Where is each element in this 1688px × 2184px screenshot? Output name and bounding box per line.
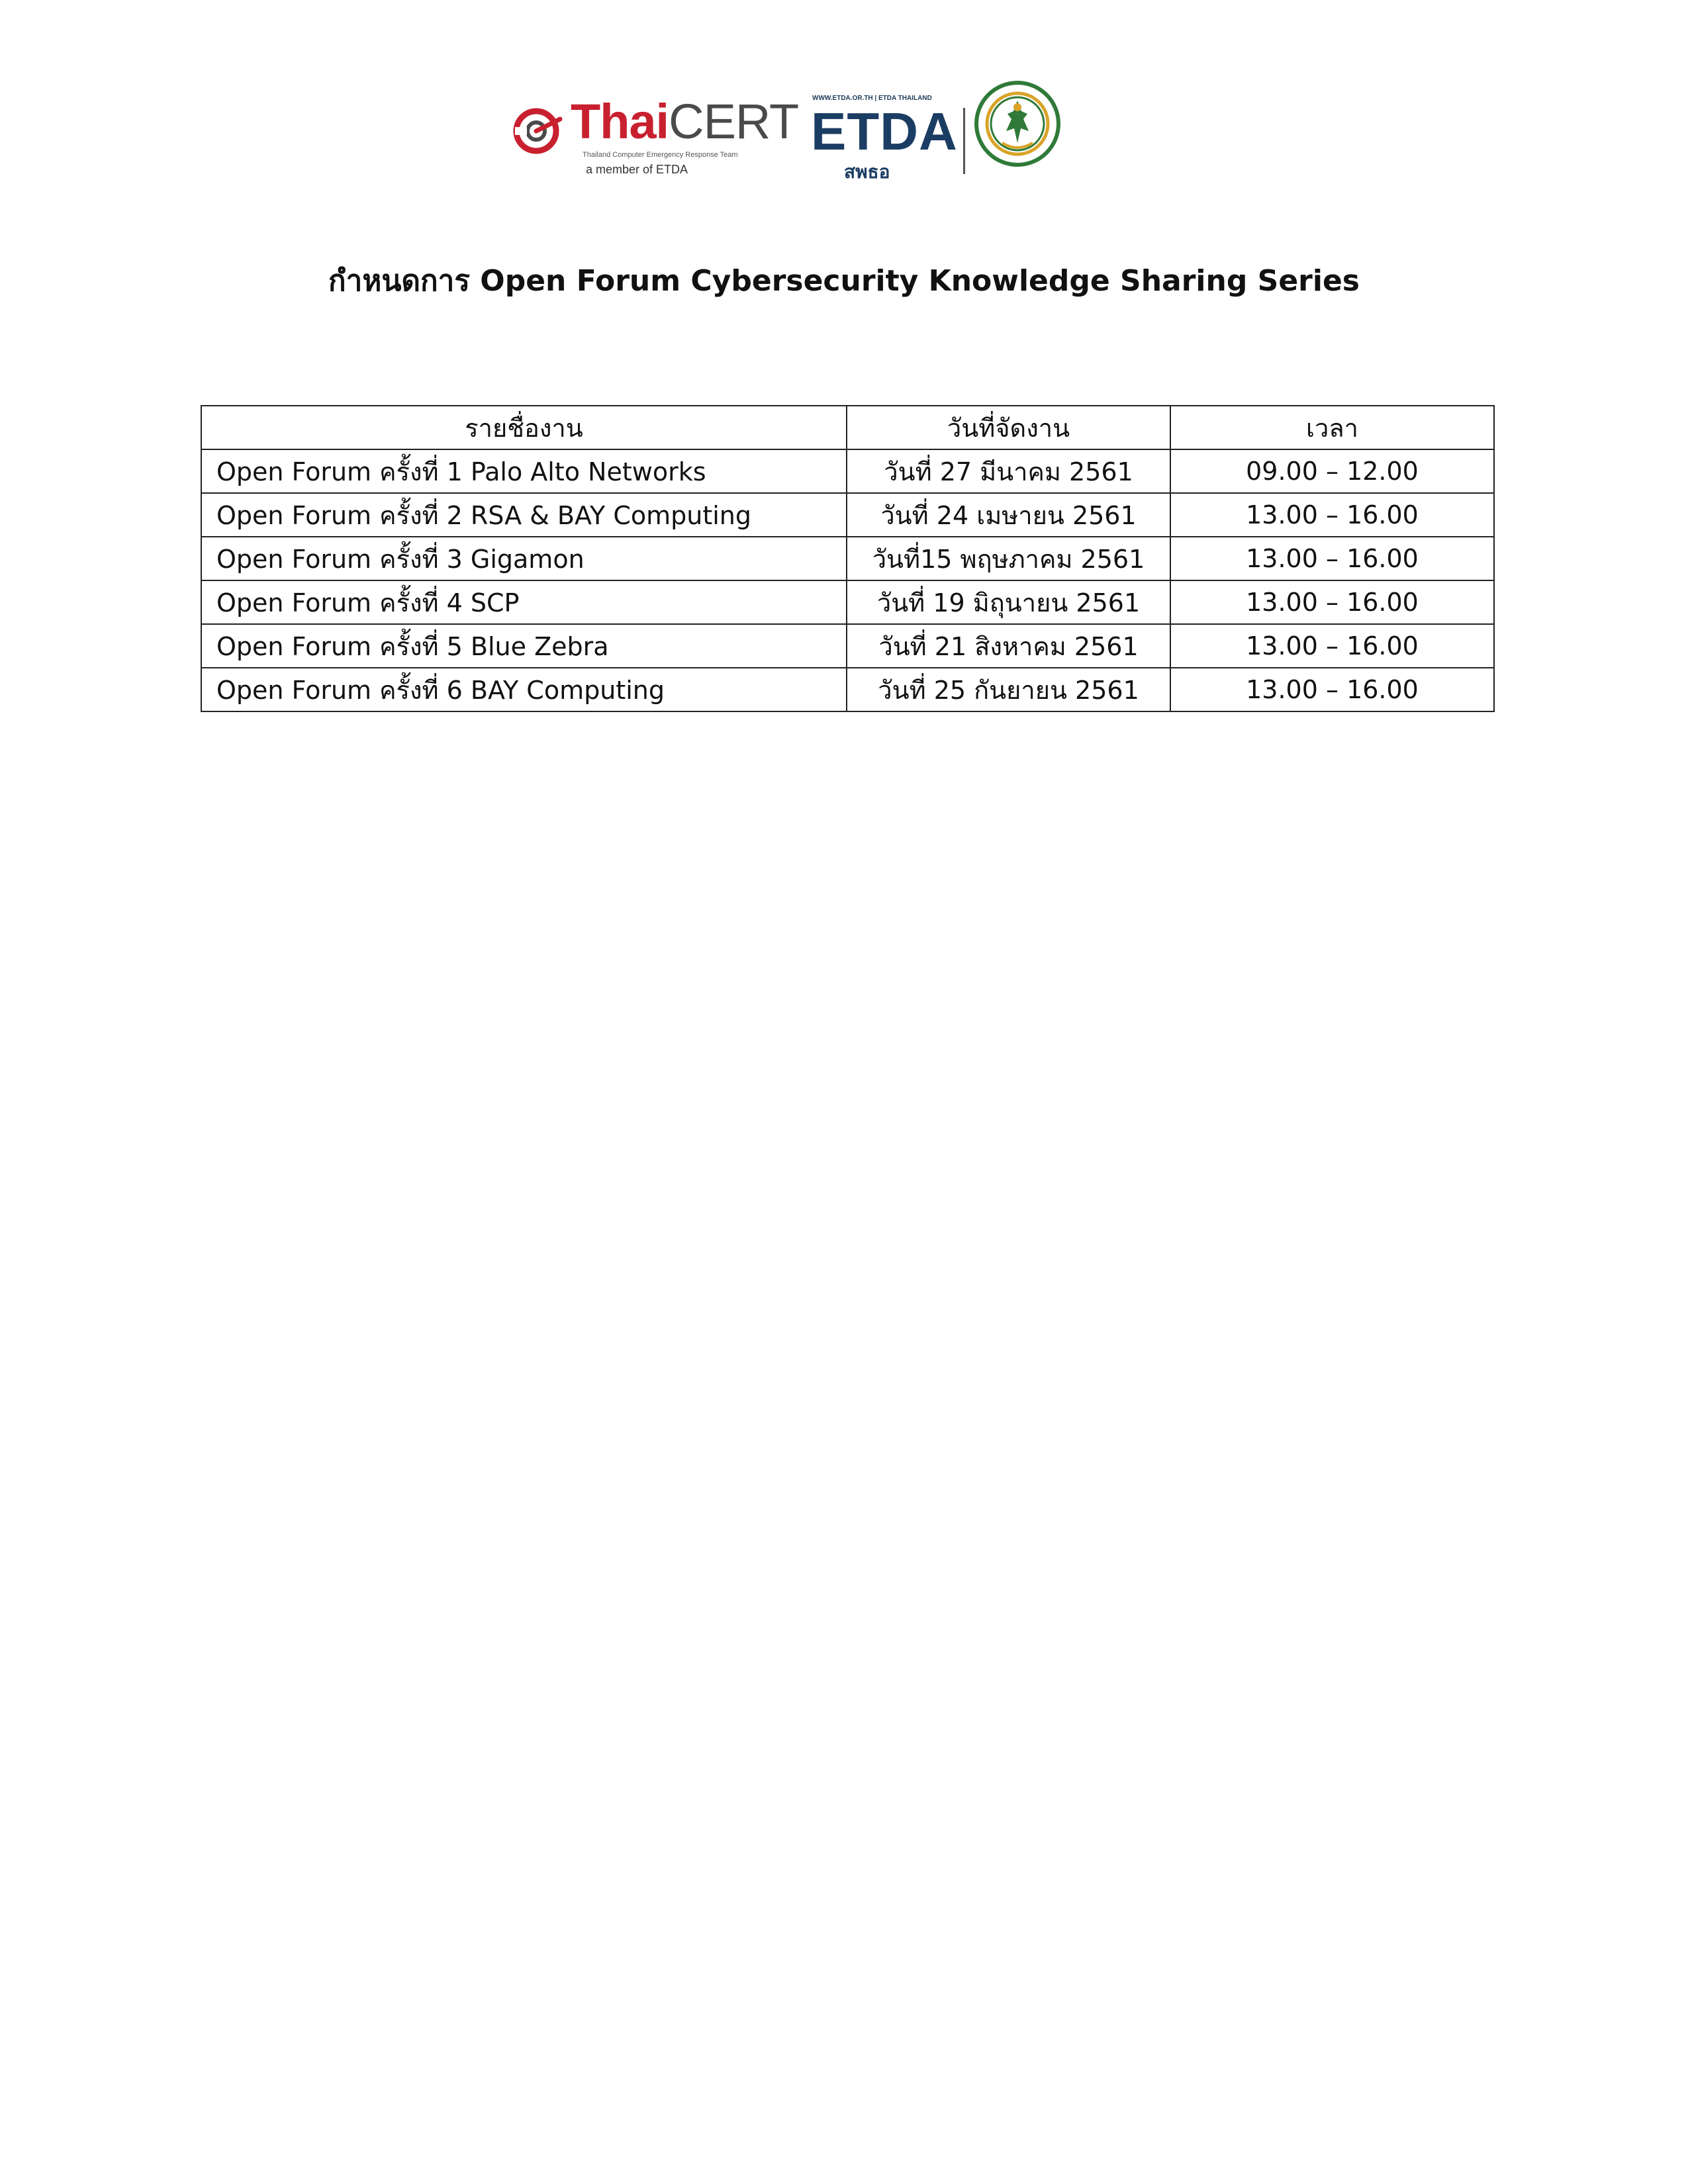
- etda-thai-wordmark: สพธอ: [844, 161, 890, 183]
- table-row: [201, 580, 1494, 624]
- thaicert-subtitle: Thailand Computer Emergency Response Team: [583, 151, 738, 159]
- schedule-table: [201, 405, 1495, 712]
- header-event-name: รายชื่องาน: [201, 406, 847, 449]
- event-time-cell: 13.00 – 16.00: [1170, 624, 1494, 668]
- event-name-cell: Open Forum ครั้งที่ 1 Palo Alto Networks: [201, 449, 847, 493]
- logo-header: [510, 76, 1105, 182]
- table-header-row: [201, 406, 1494, 449]
- event-date-cell: วันที่ 19 มิถุนายน 2561: [847, 580, 1170, 624]
- event-name-cell: Open Forum ครั้งที่ 2 RSA & BAY Computing: [201, 493, 847, 537]
- table-row: [201, 624, 1494, 668]
- header-event-time: เวลา: [1170, 406, 1494, 449]
- event-date-cell: วันที่15 พฤษภาคม 2561: [847, 537, 1170, 580]
- event-name-cell: Open Forum ครั้งที่ 3 Gigamon: [201, 537, 847, 580]
- table-row: [201, 493, 1494, 537]
- event-date-cell: วันที่ 25 กันยายน 2561: [847, 668, 1170, 711]
- thaicert-target-icon: [510, 105, 563, 158]
- header-event-date: วันที่จัดงาน: [847, 406, 1170, 449]
- event-name-cell: Open Forum ครั้งที่ 4 SCP: [201, 580, 847, 624]
- event-time-cell: 13.00 – 16.00: [1170, 580, 1494, 624]
- thaicert-word-thai: Thai: [571, 94, 669, 149]
- table-row: [201, 537, 1494, 580]
- event-name-cell: Open Forum ครั้งที่ 5 Blue Zebra: [201, 624, 847, 668]
- etda-url-line: WWW.ETDA.OR.TH | ETDA THAILAND: [812, 95, 932, 102]
- logo-divider: [963, 108, 965, 174]
- event-time-cell: 13.00 – 16.00: [1170, 537, 1494, 580]
- event-date-cell: วันที่ 27 มีนาคม 2561: [847, 449, 1170, 493]
- event-time-cell: 13.00 – 16.00: [1170, 493, 1494, 537]
- event-date-cell: วันที่ 24 เมษายน 2561: [847, 493, 1170, 537]
- table-row: [201, 668, 1494, 711]
- page-title: กำหนดการ Open Forum Cybersecurity Knowledge Sharing Series: [328, 264, 1360, 298]
- etda-wordmark: ETDA: [811, 102, 958, 161]
- thaicert-word-cert: CERT: [669, 94, 799, 149]
- event-time-cell: 13.00 – 16.00: [1170, 668, 1494, 711]
- event-date-cell: วันที่ 21 สิงหาคม 2561: [847, 624, 1170, 668]
- event-name-cell: Open Forum ครั้งที่ 6 BAY Computing: [201, 668, 847, 711]
- table-row: [201, 449, 1494, 493]
- etda-logo: [811, 95, 958, 183]
- thaicert-member-line: a member of ETDA: [586, 163, 688, 176]
- thaicert-logo: [510, 94, 799, 179]
- event-time-cell: 09.00 – 12.00: [1170, 449, 1494, 493]
- thaicert-wordmark: [571, 95, 798, 148]
- ministry-seal-icon: [973, 79, 1062, 169]
